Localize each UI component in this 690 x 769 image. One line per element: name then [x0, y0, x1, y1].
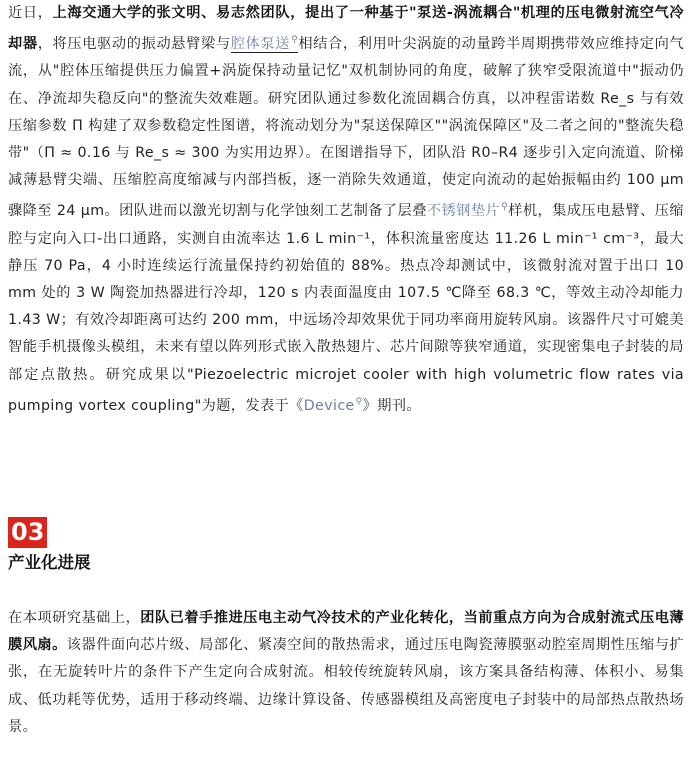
- section-number-badge: 03: [8, 517, 47, 548]
- industrialization-highlight: 团队已着手推进压电主动气冷技术的产业化转化，当前重点方向为合成射流式压电薄膜风扇。: [8, 610, 684, 654]
- research-paragraph: [8, 0, 684, 420]
- intro-text: 近日，: [8, 5, 53, 21]
- industrialization-paragraph: [8, 605, 684, 741]
- paragraph-text: 研究成果以"Piezoelectric microjet cooler with high volumetric flow rates via pumping vortex coupling"为题，发表于《: [8, 366, 685, 414]
- paragraph-text: 》期刊。: [362, 397, 422, 414]
- section-title: 产业化进展: [8, 553, 91, 572]
- paragraph-text: 样机，集成压电悬臂、压缩腔与定向入口-出口通路，实测自由流率达 1.6 L min⁻¹，体积流量密度达 11.26 L min⁻¹ cm⁻³，最大静压 70 Pa，4 小时连续运行流量保持约初始值的 88%。热点冷却测试中，该微射流对置于出口 10 mm 处的 3 W 陶瓷加热器进行冷却，120 s 内表面温度由 107.5 ℃降至 68.3 ℃，等效主动冷却能力 1.43 W；有效冷却距离可达约 200 mm，中远场冷却效果优于同功率商用旋转风扇。该器件尺寸可媲美智能手机摄像头模组，未来有望以阵列形式嵌入散热翅片、芯片间隙等狭窄通道，实现密集电子封装的局部定点散热。: [8, 203, 684, 383]
- team-highlight: 上海交通大学的张文明、易志然团队，提出了一种基于"泵送-涡流耦合"机理的压电微射流空气冷却器: [8, 5, 685, 53]
- paragraph-text: 研究团队通过参数化流固耦合仿真，以冲程雷诺数 Re_s 与有效压缩参数 Π 构建了双参数稳定性图谱，将流动划分为"泵送保障区""涡流保障区"及二者之间的"整流失稳带"（Π ≈ 0.16 与 Re_s ≈ 300 为实用边界）。在图谱指导下，团队沿 R0–R4 逐步引入定向流道、阶梯减薄悬臂尖端、压缩腔高度缩减与内部挡板，逐一消除失效通道，使定向流动的起始振幅由约 100 μm 骤降至 24 μm。团队进而以激光切割与化学蚀刻工艺制备了层叠: [8, 90, 684, 220]
- search-icon[interactable]: ⚲: [501, 202, 509, 213]
- device-journal-link[interactable]: Device: [303, 397, 355, 414]
- paragraph-text: ，将压电驱动的振动悬臂梁与: [37, 36, 231, 53]
- search-icon[interactable]: ⚲: [355, 396, 363, 407]
- paragraph-text: 该器件面向芯片级、局部化、紧凑空间的散热需求，通过压电陶瓷薄膜驱动腔室周期性压缩与扩张，在无旋转叶片的条件下产生定向合成射流。相较传统旋转风扇，该方案具备结构薄、体积小、易集成、低功耗等优势，适用于移动终端、边缘计算设备、传感器模组及高密度电子封装中的局部热点散热场景。: [8, 637, 684, 735]
- stainless-shim-link[interactable]: 不锈钢垫片: [426, 203, 501, 220]
- cavity-pumping-term[interactable]: [231, 36, 298, 53]
- paragraph-text: 相结合，利用叶尖涡旋的动量跨半周期携带效应维持定向气流，从"腔体压缩提供压力偏置+涡旋保持动量记忆"双机制协同的角度，破解了狭窄受限流道中"振动仍在、净流却失稳反向"的整流失效难题。: [8, 36, 685, 107]
- paragraph-text: 在本项研究基础上，: [8, 610, 141, 626]
- cavity-pumping-link[interactable]: 腔体泵送: [230, 36, 291, 53]
- search-icon[interactable]: ⚲: [291, 35, 299, 46]
